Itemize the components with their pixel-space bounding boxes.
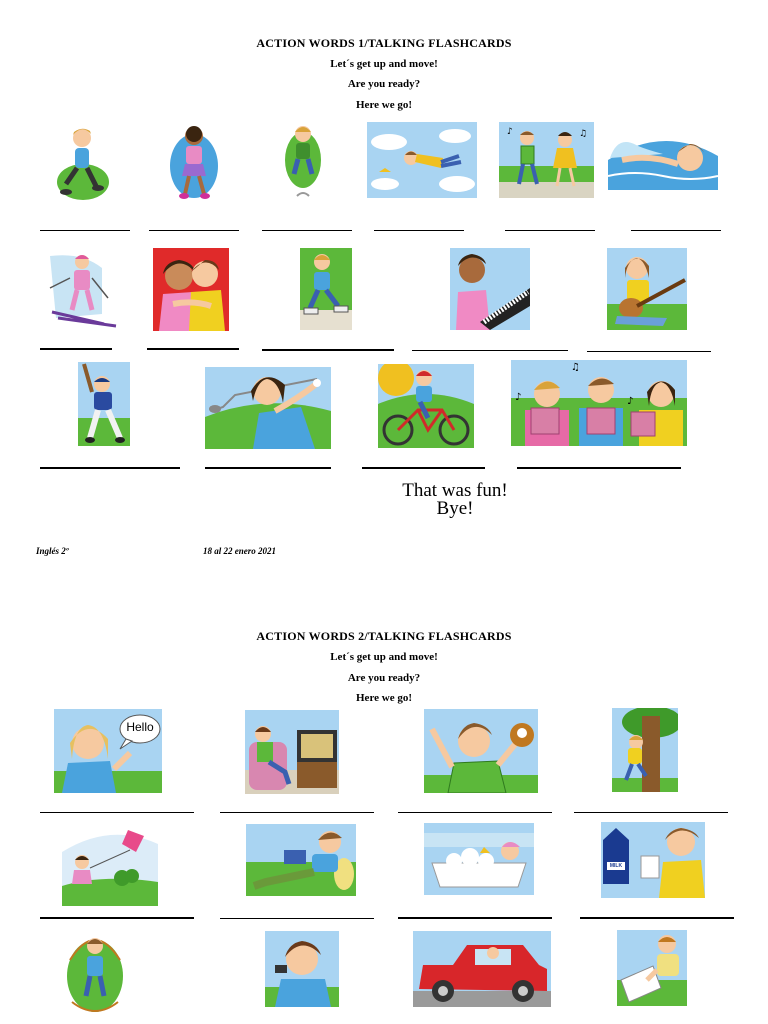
answer-line[interactable] (362, 467, 485, 469)
answer-line[interactable] (517, 467, 681, 469)
sheet2-line3: Here we go! (356, 692, 412, 704)
sheet1-title: ACTION WORDS 1/TALKING FLASHCARDS (256, 36, 512, 50)
walk-picture (168, 122, 220, 204)
hug-picture (153, 248, 229, 331)
svg-text:♪: ♪ (507, 127, 513, 137)
svg-text:♫: ♫ (579, 129, 588, 139)
fly-kite-picture (62, 822, 158, 906)
play-guitar-picture (607, 248, 687, 330)
answer-line[interactable] (374, 230, 464, 231)
watch-tv-picture (245, 710, 339, 794)
answer-line[interactable] (149, 230, 239, 231)
dance-picture (499, 122, 594, 198)
answer-line[interactable] (574, 812, 728, 813)
answer-line[interactable] (505, 230, 595, 231)
skate-picture (300, 248, 352, 330)
drink-milk-picture (601, 822, 705, 898)
answer-line[interactable] (631, 230, 721, 231)
drive-car-picture (413, 931, 551, 1007)
speech-bubble-text: Hello (126, 720, 154, 734)
closing-line-1: That was fun! (402, 480, 508, 501)
answer-line[interactable] (262, 230, 352, 231)
hit-baseball-picture (78, 362, 130, 446)
sing-picture (511, 360, 687, 446)
answer-line[interactable] (262, 349, 394, 351)
answer-line[interactable] (40, 917, 194, 919)
play-piano-picture (450, 248, 530, 330)
svg-text:♫: ♫ (571, 362, 580, 373)
sheet1-line3: Here we go! (356, 99, 412, 111)
sheet1-line1: Let´s get up and move! (330, 58, 438, 70)
ski-picture (42, 248, 122, 330)
answer-line[interactable] (205, 467, 331, 469)
answer-line[interactable] (398, 812, 552, 813)
sheet1-line2: Are you ready? (347, 78, 421, 90)
run-picture (52, 122, 114, 204)
answer-line[interactable] (220, 918, 374, 919)
fly-picture (367, 122, 477, 198)
answer-line[interactable] (147, 348, 239, 350)
answer-line[interactable] (220, 812, 374, 813)
answer-line[interactable] (412, 350, 568, 351)
write-picture (617, 930, 687, 1006)
milk-carton-label: MILK (609, 863, 623, 869)
answer-line[interactable] (40, 348, 112, 350)
answer-line[interactable] (40, 230, 130, 231)
svg-text:♪: ♪ (627, 396, 634, 407)
answer-line[interactable] (40, 812, 194, 813)
swim-picture (608, 130, 718, 190)
talk-phone-picture (265, 931, 339, 1007)
read-picture (246, 824, 356, 896)
footer-subject: Inglés 2º (36, 546, 69, 556)
answer-line[interactable] (398, 917, 552, 919)
footer-dates: 18 al 22 enero 2021 (203, 546, 276, 556)
svg-text:♪: ♪ (515, 392, 522, 403)
sheet2-title: ACTION WORDS 2/TALKING FLASHCARDS (256, 629, 512, 643)
catch-ball-picture (424, 709, 538, 793)
jump-picture (282, 122, 324, 206)
jump-rope-picture (64, 930, 126, 1016)
closing-line-2: Bye! (436, 498, 474, 519)
sheet2-line1: Let´s get up and move! (330, 651, 438, 663)
sheet2-line2: Are you ready? (347, 672, 421, 684)
climb-tree-picture (612, 708, 678, 792)
take-bath-picture (424, 823, 534, 895)
answer-line[interactable] (40, 467, 180, 469)
ride-bike-picture (378, 364, 474, 448)
play-golf-picture (205, 367, 331, 449)
answer-line[interactable] (587, 351, 711, 352)
answer-line[interactable] (580, 917, 734, 919)
